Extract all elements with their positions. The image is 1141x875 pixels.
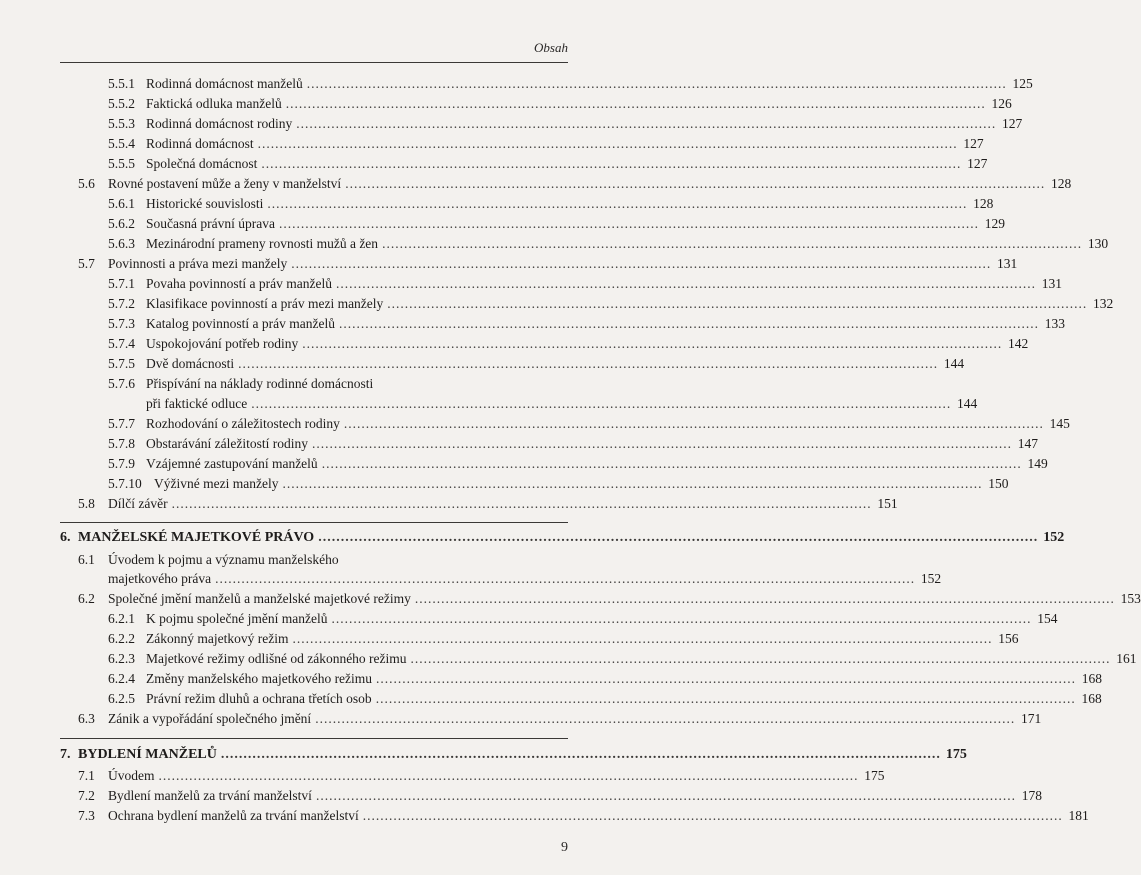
toc-number: 6.2	[78, 591, 95, 606]
leader-dots: ................................................................................................................................................................	[345, 176, 1046, 191]
toc-entry	[78, 589, 1141, 608]
toc-entry	[108, 214, 1005, 233]
toc-page: 132	[1093, 296, 1114, 311]
toc-page: 145	[1049, 416, 1070, 431]
leader-dots: ................................................................................................................................................................	[306, 76, 1007, 91]
toc-number: 5.5.3	[108, 116, 135, 131]
toc-title: Změny manželského majetkového režimu	[146, 671, 373, 686]
toc-page: 133	[1044, 316, 1065, 331]
toc-entry	[108, 354, 965, 373]
toc-title: Vzájemné zastupování manželů	[146, 456, 318, 471]
leader-dots: ................................................................................................................................................................	[335, 276, 1036, 291]
toc-title: Úvodem k pojmu a významu manželského	[108, 552, 339, 567]
toc-number: 5.7.8	[108, 436, 135, 451]
toc-number: 6.1	[78, 552, 95, 567]
toc-chapter	[60, 528, 1065, 547]
running-header: Obsah	[534, 40, 568, 55]
toc-entry	[78, 766, 885, 785]
leader-dots: ................................................................................................................................................................	[238, 356, 939, 371]
toc-page: 130	[1087, 236, 1109, 251]
toc-entry	[108, 609, 1058, 628]
toc-entry	[78, 494, 898, 513]
toc-page: 150	[988, 476, 1009, 491]
toc-number: 5.6	[78, 176, 95, 191]
toc-number: 6.2.3	[108, 651, 135, 666]
toc-number: 6.	[60, 530, 71, 545]
toc-number: 5.6.2	[108, 216, 135, 231]
toc-title: Výživné mezi manžely	[154, 476, 279, 491]
toc-title: Historické souvislosti	[146, 196, 264, 211]
toc-page: 125	[1012, 76, 1033, 91]
toc-entry	[108, 689, 1102, 708]
leader-dots: ................................................................................................................................................................	[410, 651, 1111, 666]
leader-dots: ................................................................................................................................................................	[375, 691, 1076, 706]
toc-entry	[108, 629, 1019, 648]
toc-page: 151	[877, 496, 898, 511]
toc-title: Faktická odluka manželů	[146, 96, 282, 111]
toc-entry	[108, 134, 984, 153]
leader-dots: ................................................................................................................................................................	[292, 631, 993, 646]
toc-title: Majetkové režimy odlišné od zákonného režimu	[146, 651, 407, 666]
toc-entry	[78, 806, 1089, 825]
toc-entry	[108, 74, 1033, 93]
toc-number: 5.7.7	[108, 416, 135, 431]
leader-dots: ................................................................................................................................................................	[376, 671, 1077, 686]
toc-title: Společné jmění manželů a manželské majetkové režimy	[108, 591, 411, 606]
toc-title: K pojmu společné jmění manželů	[146, 611, 328, 626]
toc-page: 175	[945, 747, 967, 762]
toc-title: Rozhodování o záležitostech rodiny	[146, 416, 340, 431]
toc-entry-line1	[108, 374, 373, 393]
leader-dots: ................................................................................................................................................................	[215, 571, 916, 586]
toc-chapter	[60, 745, 967, 764]
toc-title: Současná právní úprava	[146, 216, 275, 231]
leader-dots: ................................................................................................................................................................	[343, 416, 1044, 431]
toc-page: 129	[984, 216, 1005, 231]
toc-number: 5.7	[78, 256, 95, 271]
leader-dots: ................................................................................................................................................................	[311, 436, 1012, 451]
toc-page: 168	[1081, 691, 1102, 706]
toc-title: BYDLENÍ MANŽELŮ	[78, 747, 217, 762]
toc-number: 5.7.10	[108, 476, 142, 491]
toc-title: Mezinárodní prameny rovnosti mužů a žen	[146, 236, 379, 251]
toc-page: 161	[1116, 651, 1137, 666]
toc-number: 6.2.2	[108, 631, 135, 646]
toc-entry-line1	[78, 550, 339, 569]
toc-entry	[108, 454, 1048, 473]
toc-page: 131	[996, 256, 1018, 271]
toc-entry	[78, 786, 1042, 805]
toc-title: Rovné postavení může a ženy v manželství	[108, 176, 342, 191]
leader-dots: ................................................................................................................................................................	[296, 116, 997, 131]
toc-entry	[108, 414, 1070, 433]
toc-entry	[108, 194, 994, 213]
toc-page: 127	[963, 136, 984, 151]
toc-number: 7.2	[78, 788, 95, 803]
toc-number: 5.7.2	[108, 296, 135, 311]
toc-page: 147	[1017, 436, 1038, 451]
toc-title: Ochrana bydlení manželů za trvání manželství	[108, 808, 359, 823]
toc-title: Zánik a vypořádání společného jmění	[108, 711, 312, 726]
toc-title: Povinnosti a práva mezi manžely	[108, 256, 288, 271]
toc-entry	[108, 474, 1009, 493]
toc-page: 131	[1041, 276, 1062, 291]
toc-entry	[108, 154, 988, 173]
toc-number: 5.6.1	[108, 196, 135, 211]
toc-page: 127	[1001, 116, 1023, 131]
toc-title: Úvodem	[108, 768, 155, 783]
toc-entry	[108, 314, 1065, 333]
toc-title: Rodinná domácnost rodiny	[146, 116, 293, 131]
toc-entry	[108, 114, 1023, 133]
toc-page: 156	[998, 631, 1019, 646]
toc-entry	[108, 669, 1103, 688]
toc-title: Zákonný majetkový režim	[146, 631, 289, 646]
toc-entry	[108, 274, 1062, 293]
toc-title: Rodinná domácnost	[146, 136, 254, 151]
toc-page: 168	[1081, 671, 1103, 686]
leader-dots: ................................................................................................................................................................	[382, 236, 1083, 251]
toc-entry	[108, 294, 1114, 313]
toc-number: 6.2.4	[108, 671, 135, 686]
leader-dots: ................................................................................................................................................................	[278, 216, 979, 231]
leader-dots: ................................................................................................................................................................	[285, 96, 986, 111]
toc-page: 128	[973, 196, 994, 211]
toc-title: Právní režim dluhů a ochrana třetích osob	[146, 691, 372, 706]
toc-page: 128	[1050, 176, 1072, 191]
toc-title: Bydlení manželů za trvání manželství	[108, 788, 312, 803]
leader-dots: ................................................................................................................................................................	[414, 591, 1115, 606]
toc-number: 6.2.5	[108, 691, 135, 706]
toc-page: 149	[1027, 456, 1048, 471]
leader-dots: ................................................................................................................................................................	[257, 136, 958, 151]
toc-title-continued: při faktické odluce	[146, 396, 248, 411]
toc-number: 5.7.1	[108, 276, 135, 291]
toc-entry	[108, 334, 1029, 353]
leader-dots: ................................................................................................................................................................	[291, 256, 992, 271]
toc-entry	[108, 649, 1137, 668]
toc-title: Rodinná domácnost manželů	[146, 76, 303, 91]
toc-number: 5.5.4	[108, 136, 135, 151]
toc-title: Obstarávání záležitostí rodiny	[146, 436, 308, 451]
toc-page: 178	[1021, 788, 1042, 803]
toc-entry	[78, 174, 1072, 193]
toc-number: 5.7.3	[108, 316, 135, 331]
toc-number: 5.7.6	[108, 376, 135, 391]
leader-dots: ................................................................................................................................................................	[321, 456, 1022, 471]
toc-title: MANŽELSKÉ MAJETKOVÉ PRÁVO	[78, 530, 315, 545]
toc-number: 7.1	[78, 768, 95, 783]
toc-title: Přispívání na náklady rodinné domácnosti	[146, 376, 374, 391]
toc-page: 154	[1037, 611, 1058, 626]
toc-number: 5.7.9	[108, 456, 135, 471]
leader-dots: ................................................................................................................................................................	[220, 747, 941, 762]
toc-number: 7.	[60, 747, 71, 762]
leader-dots: ................................................................................................................................................................	[267, 196, 968, 211]
toc-page: 181	[1068, 808, 1089, 823]
leader-dots: ................................................................................................................................................................	[251, 396, 952, 411]
toc-page: 127	[967, 156, 988, 171]
toc-number: 5.5.1	[108, 76, 135, 91]
toc-title: Dílčí závěr	[108, 496, 168, 511]
leader-dots: ................................................................................................................................................................	[171, 496, 872, 511]
toc-page: 175	[864, 768, 885, 783]
toc-number: 5.7.5	[108, 356, 135, 371]
leader-dots: ................................................................................................................................................................	[362, 808, 1063, 823]
toc-number: 5.6.3	[108, 236, 135, 251]
leader-dots: ................................................................................................................................................................	[261, 156, 962, 171]
toc-page: 144	[943, 356, 965, 371]
leader-dots: ................................................................................................................................................................	[282, 476, 983, 491]
toc-number: 6.2.1	[108, 611, 135, 626]
leader-dots: ................................................................................................................................................................	[331, 611, 1032, 626]
toc-page: 171	[1020, 711, 1042, 726]
leader-dots: ................................................................................................................................................................	[315, 711, 1016, 726]
chapter-rule	[60, 738, 568, 739]
leader-dots: ................................................................................................................................................................	[387, 296, 1088, 311]
toc-page: 126	[991, 96, 1012, 111]
toc-number: 5.8	[78, 496, 95, 511]
toc-page: 153	[1120, 591, 1141, 606]
leader-dots: ................................................................................................................................................................	[318, 530, 1039, 545]
toc-entry	[78, 709, 1042, 728]
toc-title: Klasifikace povinností a práv mezi manžely	[146, 296, 384, 311]
toc-title: Společná domácnost	[146, 156, 258, 171]
leader-dots: ................................................................................................................................................................	[158, 768, 859, 783]
toc-title: Povaha povinností a práv manželů	[146, 276, 332, 291]
toc-title: Dvě domácnosti	[146, 356, 235, 371]
toc-entry	[146, 394, 978, 413]
leader-dots: ................................................................................................................................................................	[338, 316, 1039, 331]
toc-entry	[78, 254, 1018, 273]
toc-entry	[108, 434, 1038, 453]
chapter-rule	[60, 522, 568, 523]
toc-page: 152	[920, 571, 942, 586]
toc-title: Katalog povinností a práv manželů	[146, 316, 335, 331]
toc-page: 142	[1007, 336, 1029, 351]
toc-title: Uspokojování potřeb rodiny	[146, 336, 299, 351]
leader-dots: ................................................................................................................................................................	[315, 788, 1016, 803]
toc-number: 7.3	[78, 808, 95, 823]
toc-number: 5.5.2	[108, 96, 135, 111]
toc-entry	[108, 234, 1109, 253]
leader-dots: ................................................................................................................................................................	[302, 336, 1003, 351]
toc-title-continued: majetkového práva	[108, 571, 212, 586]
page-number: 9	[561, 840, 568, 855]
toc-number: 5.7.4	[108, 336, 135, 351]
toc-page: 152	[1043, 530, 1065, 545]
toc-number: 6.3	[78, 711, 95, 726]
toc-entry	[108, 569, 942, 588]
toc-page: 144	[956, 396, 978, 411]
toc-entry	[108, 94, 1012, 113]
toc-number: 5.5.5	[108, 156, 135, 171]
